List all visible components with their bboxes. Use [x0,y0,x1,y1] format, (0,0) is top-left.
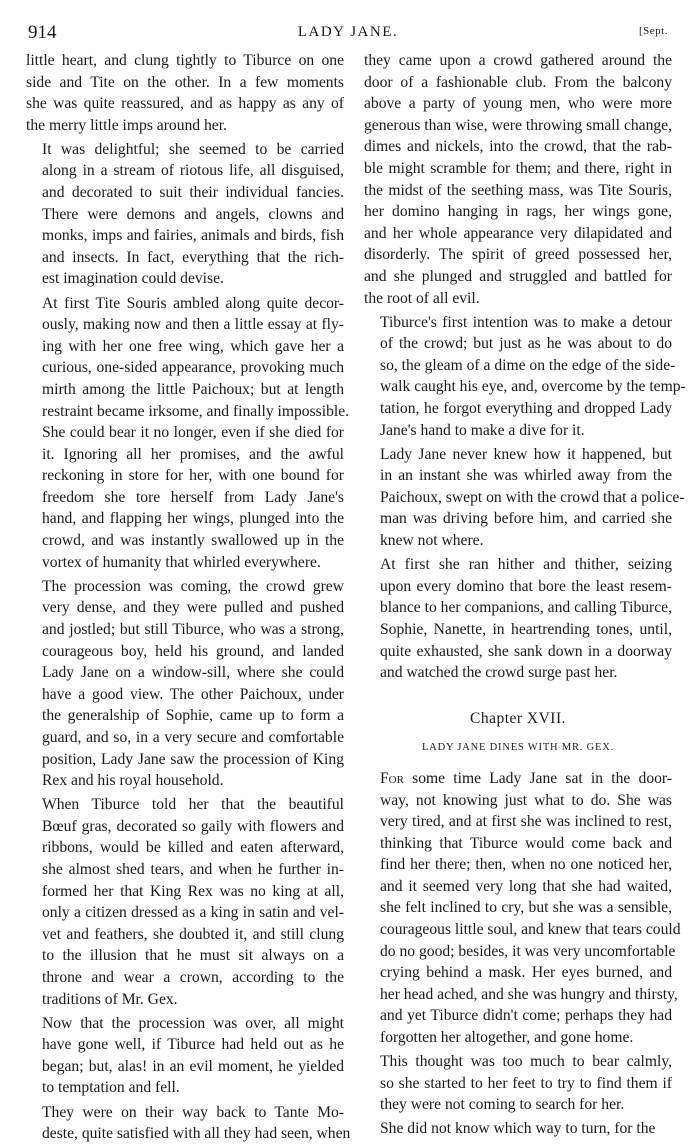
text-line: Paichoux, swept on with the crowd that a police- [380,488,685,506]
text-line: only a citizen dressed as a king in satin and vel- [42,904,344,922]
text-line: vortex of humanity that whirled everywhere. [42,553,321,571]
paragraph [26,794,344,1010]
text-line: mirth among the little Paichoux; but at length [42,380,344,398]
text-line: curious, one-sided appearance, provoking much [42,359,344,377]
left-column [26,50,351,1147]
text-line: the root of all evil. [364,289,480,307]
text-line: forgotten her altogether, and gone home. [380,1029,634,1047]
text-line: her head ached, and she was hungry and thirsty, [380,985,678,1003]
text-line: quite exhausted, she sank down in a doorway [380,642,672,660]
paragraph [364,554,672,684]
text-line: have gone well, if Tiburce had held out as he [42,1036,344,1054]
text-line: upon every domino that bore the least resem- [380,577,672,595]
text-line: to temptation and fell. [42,1079,180,1097]
text-line: freedom she tore herself from Lady Jane's [42,488,344,506]
text-line: of the crowd; but just as he was about to do [380,335,672,353]
text-line: began; but, alas! in an evil moment, he yielded [42,1057,344,1075]
paragraph [26,139,344,290]
text-line: she almost shed tears, and when he further in- [42,860,344,878]
text-line: Sophie, Nanette, in heartrending tones, until, [380,620,672,638]
text-line: little heart, and clung tightly to Tiburce on one [26,52,344,69]
text-line: above a party of young men, who were more [364,95,672,113]
text-line: Lady Jane never knew how it happened, but [380,445,672,463]
text-line: in an instant she was whirled away from the [380,467,672,485]
text-line: the generalship of Sophie, came up to form a [42,707,344,725]
text-line: When Tiburce told her that the beautiful [42,796,344,814]
text-line: so she started to her feet to try to find them if [380,1074,672,1092]
text-line: have a good view. The other Paichoux, under [42,685,344,703]
text-line: ble might scramble for them; and there, right in [364,159,672,177]
chapter-heading: Chapter XVII. [469,709,567,727]
text-line: and insects. In fact, everything that the rich- [42,248,344,266]
text-line: find her there; then, when no one noticed her, [380,856,672,874]
text-line: door of a fashionable club. From the balcony [364,73,672,91]
text-line: dimes and nickels, into the crowd, that the rab- [364,138,672,156]
text-line: to the illusion that he must sit always on a [42,947,344,965]
text-line: disorderly. The spirit of greed possessed her, [364,246,672,264]
text-line: courageous little soul, and knew that tears could [380,921,681,939]
text-line: her domino hanging in rags, her wings gone, [364,203,672,221]
text-line: formed her that King Rex was no king at all, [42,882,344,900]
paragraph [26,50,344,136]
text-line: very tired, and at first she was inclined to rest, [380,813,672,831]
text-line: Lady Jane on a window-sill, where she could [42,664,344,682]
text-line: and yet Tiburce didn't come; perhaps they had [380,1007,672,1025]
issue-month: [Sept. [639,25,668,37]
text-line: restraint became irksome, and finally impossible. [42,402,350,420]
text-line: they were not coming to search for her. [380,1096,625,1114]
text-line: man was driving before him, and carried she [380,510,672,528]
text-line: Bœuf gras, decorated so gaily with flowers and [42,817,344,835]
text-line: the merry little imps around her. [26,116,227,134]
chapter-subtitle: LADY JANE DINES WITH MR. GEX. [421,742,615,754]
text-line: It was delightful; she seemed to be carried [42,140,344,158]
paragraph [364,1051,672,1116]
text-line: position, Lady Jane saw the procession of King [42,750,344,768]
paragraph [26,1013,344,1099]
paragraph [364,1118,672,1140]
text-line: This thought was too much to bear calmly, [380,1053,672,1071]
text-line: ing with her one free wing, which gave her a [42,337,344,355]
text-line: She could bear it no longer, even if she died for [42,424,344,442]
text-line: reckoning in store for her, with one bound for [42,467,344,485]
text-line: Tiburce's first intention was to make a detour [380,313,672,331]
text-line: Now that the procession was over, all might [42,1014,344,1032]
text-line: and her whole appearance very dilapidated and [364,224,672,242]
text-line: knew not where. [380,532,484,550]
paragraph [364,444,685,552]
text-line: courageous boy, held his ground, and landed [42,642,344,660]
text-line: walk caught his eye, and, overcome by the temp- [380,378,686,396]
text-line: At first Tite Souris ambled along quite decor- [42,294,344,312]
text-line: est imagination could devise. [42,270,224,288]
text-line: traditions of Mr. Gex. [42,990,178,1008]
text-line: so, the gleam of a dime on the edge of the side- [380,356,676,374]
right-column-text-before-chapter [364,50,686,684]
text-line: monks, imps and fairies, animals and birds, fish [42,227,344,245]
page-number: 914 [28,22,57,43]
text-line: For some time Lady Jane sat in the door- [380,769,672,787]
text-line: and she plunged and struggled and battled for [364,267,672,285]
page-header [28,22,668,46]
text-line: She did not know which way to turn, for the [380,1120,656,1138]
paragraph [364,312,686,442]
text-line: hand, and flapping her wings, plunged into the [42,510,344,528]
text-line: it. Ignoring all her promises, and the awful [42,445,344,463]
text-line: and decorated to suit their individual fancies. [42,184,344,202]
paragraph [26,293,350,574]
text-line: vet and feathers, she doubted it, and still clung [42,925,344,943]
text-line: deste, quite satisfied with all they had seen, when [42,1125,351,1143]
text-line: They were on their way back to Tante Mo- [42,1103,344,1121]
text-line: side and Tite on the other. In a few moments [26,73,344,91]
text-line: and jostled; but still Tiburce, who was a strong, [42,620,344,638]
running-title: LADY JANE. [297,24,399,40]
text-line: she was quite reassured, and as happy as any of [26,95,344,113]
text-line: There were demons and angels, clowns and [42,205,344,223]
text-line: the midst of the seething mass, was Tite Souris, [364,181,672,199]
text-line: way, not knowing just what to do. She was [380,791,672,809]
text-line: Rex and his royal household. [42,772,224,790]
text-line: thinking that Tiburce would come back and [380,834,672,852]
text-line: and it seemed very long that she had waited, [380,877,672,895]
text-line: ously, making now and then a little essay at fly- [42,316,344,334]
right-column [364,50,686,1143]
paragraph [26,576,344,792]
paragraph [26,1102,351,1145]
text-line: very dense, and they were pulled and pushed [42,599,344,617]
text-line: they came upon a crowd gathered around the [364,52,672,69]
text-line: ribbons, would be killed and eaten afterward, [42,839,344,857]
text-line: The procession was coming, the crowd grew [42,577,344,595]
text-line: crying behind a mask. Her eyes burned, and [380,964,672,982]
right-column-text-after-chapter [364,768,681,1140]
text-line: do no good; besides, it was very uncomfortable [380,942,676,960]
text-line: throne and wear a crown, according to the [42,968,344,986]
paragraph [364,50,672,309]
text-line: blance to her companions, and calling Tiburce, [380,599,672,617]
text-line: At first she ran hither and thither, seizing [380,556,672,574]
text-line: tation, he forgot everything and dropped Lady [380,400,672,417]
text-line: she felt inclined to cry, but she was a sensible, [380,899,672,917]
paragraph [364,768,681,1049]
text-line: along in a stream of riotous life, all disguised, [42,162,344,180]
text-line: Jane's hand to make a dive for it. [380,421,585,439]
text-line: crowd, and was instantly swallowed up in the [42,532,344,550]
text-line: and watched the crowd surge past her. [380,664,618,682]
text-line: generous than wise, were throwing small change, [364,116,672,134]
text-line: guard, and so, in a very secure and comfortable [42,728,344,746]
